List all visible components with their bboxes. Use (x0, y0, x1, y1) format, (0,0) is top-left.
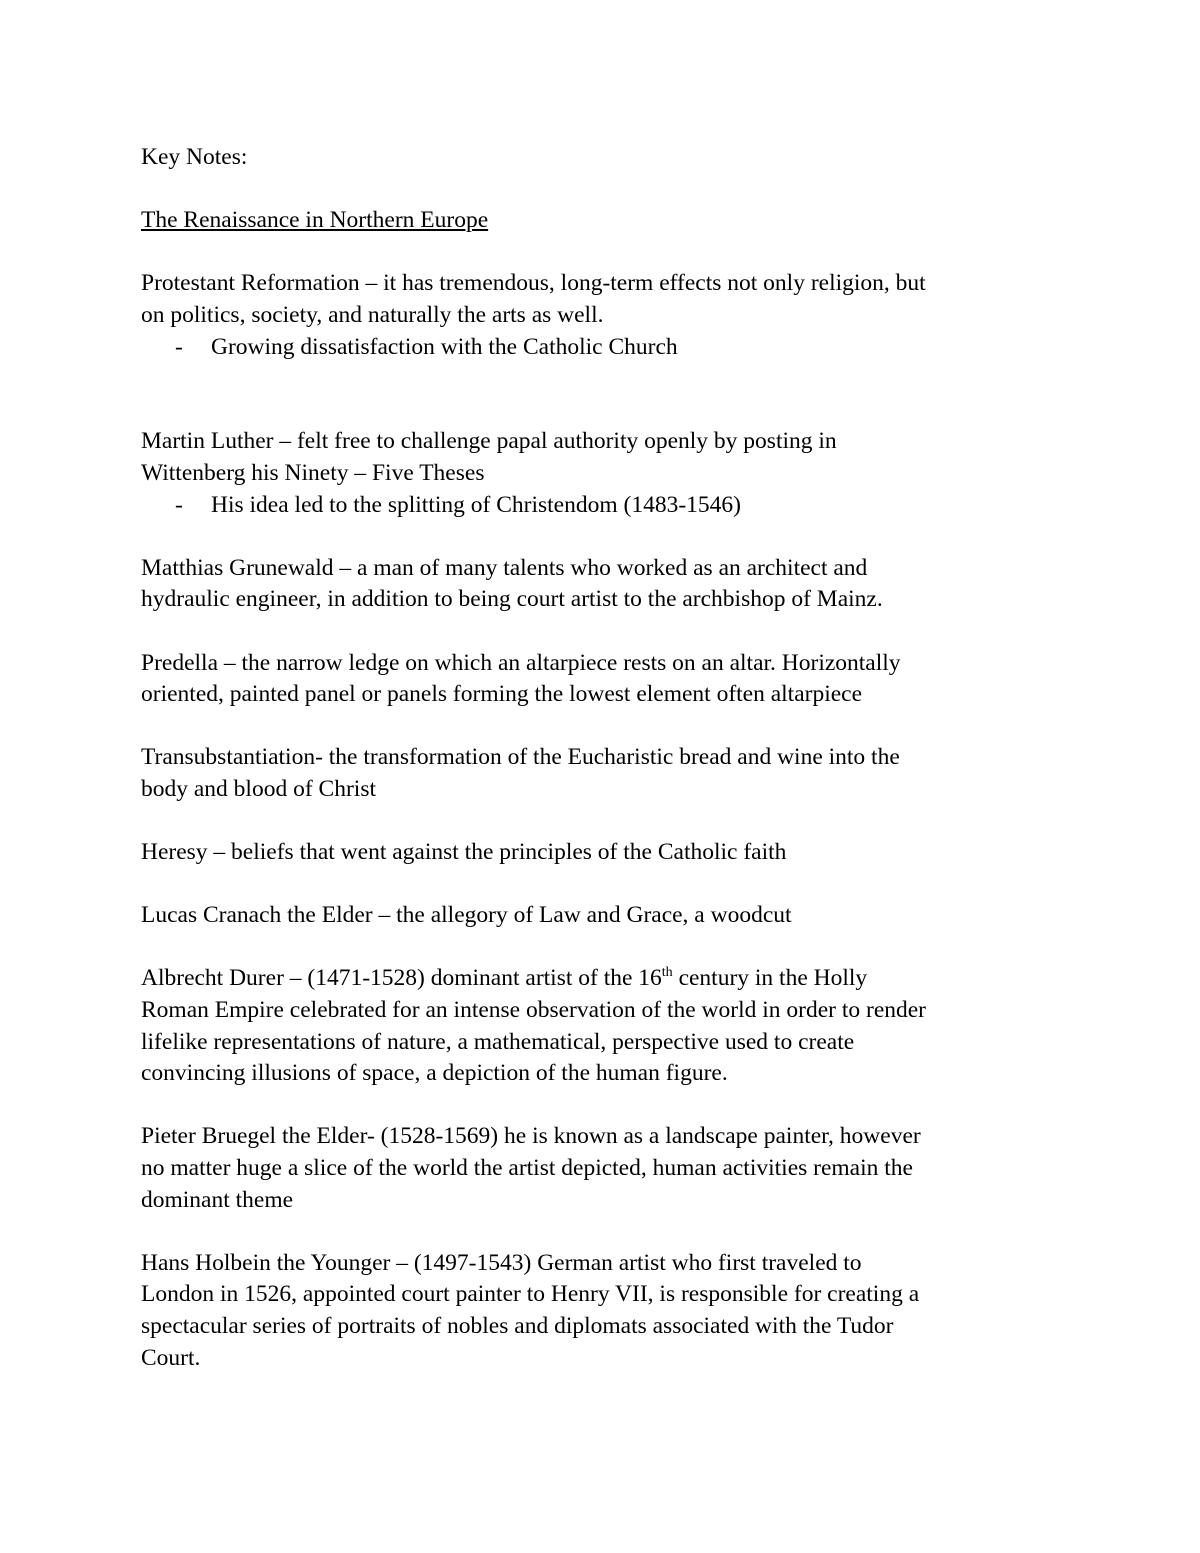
bullet-text: His idea led to the splitting of Christendom (1483-1546) (211, 491, 741, 518)
entry-line: oriented, painted panel or panels forming the lowest element often altarpiece (141, 681, 863, 708)
entry-lucas-cranach (141, 900, 1081, 932)
entry-line: Wittenberg his Ninety – Five Theses (141, 459, 485, 486)
bullet-item (141, 490, 1081, 522)
entry-line: Protestant Reformation – it has tremendous, long-term effects not only religion, but (141, 270, 926, 297)
entry-heresy (141, 837, 1081, 869)
entry-line: body and blood of Christ (141, 775, 376, 802)
entry-line: lifelike representations of nature, a mathematical, perspective used to create (141, 1028, 855, 1055)
entry-line: Transubstantiation- the transformation of the Eucharistic bread and wine into the (141, 744, 900, 771)
entry-line: Hans Holbein the Younger – (1497-1543) German artist who first traveled to (141, 1249, 862, 1276)
entry-transubstantiation (141, 742, 1081, 805)
entry-predella (141, 648, 1081, 711)
entry-line: Heresy – beliefs that went against the principles of the Catholic faith (141, 839, 787, 866)
entry-line: Court. (141, 1344, 201, 1371)
entry-line: Roman Empire celebrated for an intense observation of the world in order to render (141, 997, 927, 1024)
key-notes-heading: Key Notes: (141, 144, 248, 170)
entry-text: Albrecht Durer – (1471-1528) dominant artist of the 16 (141, 965, 662, 992)
entry-line: no matter huge a slice of the world the artist depicted, human activities remain the (141, 1155, 913, 1181)
entry-line: hydraulic engineer, in addition to being court artist to the archbishop of Mainz. (141, 586, 883, 613)
bullet-item (141, 332, 1081, 364)
entry-line: on politics, society, and naturally the arts as well. (141, 301, 604, 328)
bullet-dash: - (175, 333, 183, 360)
ordinal-suffix: th (661, 965, 673, 981)
entry-line (141, 963, 1081, 995)
bullet-text: Growing dissatisfaction with the Catholic Church (211, 333, 678, 360)
entry-line: Matthias Grunewald – a man of many talents who worked as an architect and (141, 554, 868, 581)
entry-line: convincing illusions of space, a depiction of the human figure. (141, 1060, 728, 1087)
entry-martin-luther (141, 426, 1081, 521)
entry-line: Pieter Bruegel the Elder- (1528-1569) he is known as a landscape painter, however (141, 1123, 921, 1150)
bullet-dash: - (175, 491, 183, 518)
entry-line: spectacular series of portraits of nobles and diplomats associated with the Tudor (141, 1312, 894, 1339)
document-title: The Renaissance in Northern Europe (141, 207, 489, 234)
entry-hans-holbein (141, 1248, 1081, 1374)
entry-line: Predella – the narrow ledge on which an altarpiece rests on an altar. Horizontally (141, 649, 901, 676)
entry-protestant-reformation (141, 268, 1081, 363)
entry-line: dominant theme (141, 1186, 294, 1213)
entry-line: London in 1526, appointed court painter to Henry VII, is responsible for creating a (141, 1281, 920, 1308)
entry-matthias-grunewald (141, 553, 1081, 616)
entry-line: Martin Luther – felt free to challenge papal authority openly by posting in (141, 428, 837, 455)
entry-pieter-bruegel (141, 1121, 1081, 1216)
entry-line: Lucas Cranach the Elder – the allegory of Law and Grace, a woodcut (141, 902, 792, 929)
entry-text: century in the Holly (672, 965, 868, 992)
document-body (141, 142, 1081, 1374)
entry-albrecht-durer (141, 963, 1081, 1089)
